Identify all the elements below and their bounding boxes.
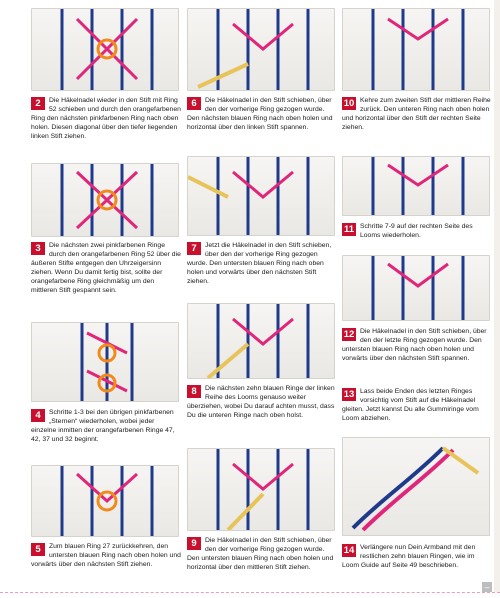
step-7 [187, 241, 337, 286]
step-text: Die nächsten zehn blauen Ringe der linken Reihe des Looms genauso weiter überziehen, wobei Du darauf achten musst, dass Du die unteren Ringe nach oben holst. [187, 385, 335, 419]
photo-step-2 [31, 163, 179, 237]
step-14 [342, 543, 492, 570]
step-number: 6 [187, 97, 201, 110]
step-text: Die nächsten zwei pinkfarbenen Ringe durch den orangefarbenen Ring 52 über die äußeren Stifte entgegen den Uhrzeigersinn ziehen. Wenn Du damit fertig bist, sollte der orangefarbene Ring gleichmäßig um den mittleren Stift gespannt sein. [31, 242, 181, 294]
photo-step-5 [187, 8, 335, 91]
step-number: 13 [343, 389, 355, 400]
step-number: 14 [343, 545, 355, 556]
step-text: Zum blauen Ring 27 zurückkehren, den untersten blauen Ring nach oben holen und vorwärts über den nächsten Stift ziehen. [31, 543, 181, 568]
photo-step-1 [31, 8, 179, 91]
step-text: Verlängere nun Dein Armband mit den restlichen zehn blauen Ringen, wie im Loom Guide auf Seite 49 beschrieben. [342, 544, 476, 569]
step-number: 12 [343, 329, 355, 340]
photo-step-8 [187, 448, 335, 531]
step-text: Kehre zum zweiten Stift der mittleren Reihe zurück. Den unteren Ring nach oben holen und horizontal über den Stift der rechten Seite ziehen. [342, 97, 491, 131]
minus-icon[interactable]: – [482, 582, 492, 592]
step-number: 4 [31, 409, 45, 422]
photo-step-3 [31, 322, 179, 402]
step-12 [342, 327, 492, 363]
step-text: Schritte 1-3 bei den übrigen pinkfarbenen „Sternen“ wiederholen, wobei jeder einzelne inmitten der orangefarbenen Ringe 47, 42, 37 und 32 beginnt. [31, 409, 175, 443]
photo-step-4 [31, 465, 179, 537]
step-11 [342, 222, 492, 240]
step-text: Schritte 7-9 auf der rechten Seite des Looms wiederholen. [360, 223, 473, 239]
step-2 [31, 96, 181, 141]
step-text: Lass beide Enden des letzten Ringes vorsichtig vom Stift auf die Häkelnadel gleiten. Jetzt kannst Du alle Gummiringe vom Loom abziehen. [342, 388, 479, 422]
step-number: 2 [31, 97, 45, 110]
step-number: 11 [343, 224, 355, 235]
photo-step-10 [342, 156, 490, 216]
step-10 [342, 96, 492, 132]
step-9 [187, 536, 337, 572]
page-edge [494, 0, 500, 592]
step-number: 9 [187, 537, 201, 550]
step-number: 7 [187, 242, 201, 255]
step-8 [187, 384, 337, 420]
photo-step-7 [187, 303, 335, 379]
step-number: 5 [31, 543, 45, 556]
step-3 [31, 241, 181, 295]
page-divider [0, 592, 500, 593]
step-number: 8 [187, 385, 201, 398]
photo-step-11 [342, 255, 490, 321]
step-text: Die Häkelnadel wieder in den Stift mit Ring 52 schieben und durch den orangefarbenen Ring den nächsten pinkfarbenen Ring nach oben holen. Diesen diagonal über den tiefer liegenden linken Stift ziehen. [31, 97, 181, 140]
step-number: 10 [343, 98, 355, 109]
step-6 [187, 96, 337, 132]
photo-step-6 [187, 156, 335, 236]
step-text: Die Häkelnadel in den Stift schieben, über den der letzte Ring gezogen wurde. Den untersten blauen Ring nach oben holen und vorwärts über den nächsten Stift spannen. [342, 328, 487, 362]
step-text: Die Häkelnadel in den Stift schieben, über den der vorherige Ring gezogen wurde. Den nächsten blauen Ring nach oben holen und horizontal über den linken Stift spannen. [187, 97, 333, 131]
step-13 [342, 387, 492, 423]
step-4 [31, 408, 181, 444]
photo-step-13 [342, 437, 490, 536]
step-number: 3 [31, 242, 45, 255]
photo-step-9 [342, 8, 490, 91]
step-text: Die Häkelnadel in den Stift schieben, über den der vorherige Ring gezogen wurde. Den untersten blauen Ring nach oben holen und horizontal über den mittleren Stift ziehen. [187, 537, 334, 571]
step-text: Jetzt die Häkelnadel in den Stift schieben, über den der vorherige Ring gezogen wurde. Den untersten blauen Ring nach oben holen und vorwärts über den nächsten Stift ziehen. [187, 242, 332, 285]
step-5 [31, 542, 181, 569]
